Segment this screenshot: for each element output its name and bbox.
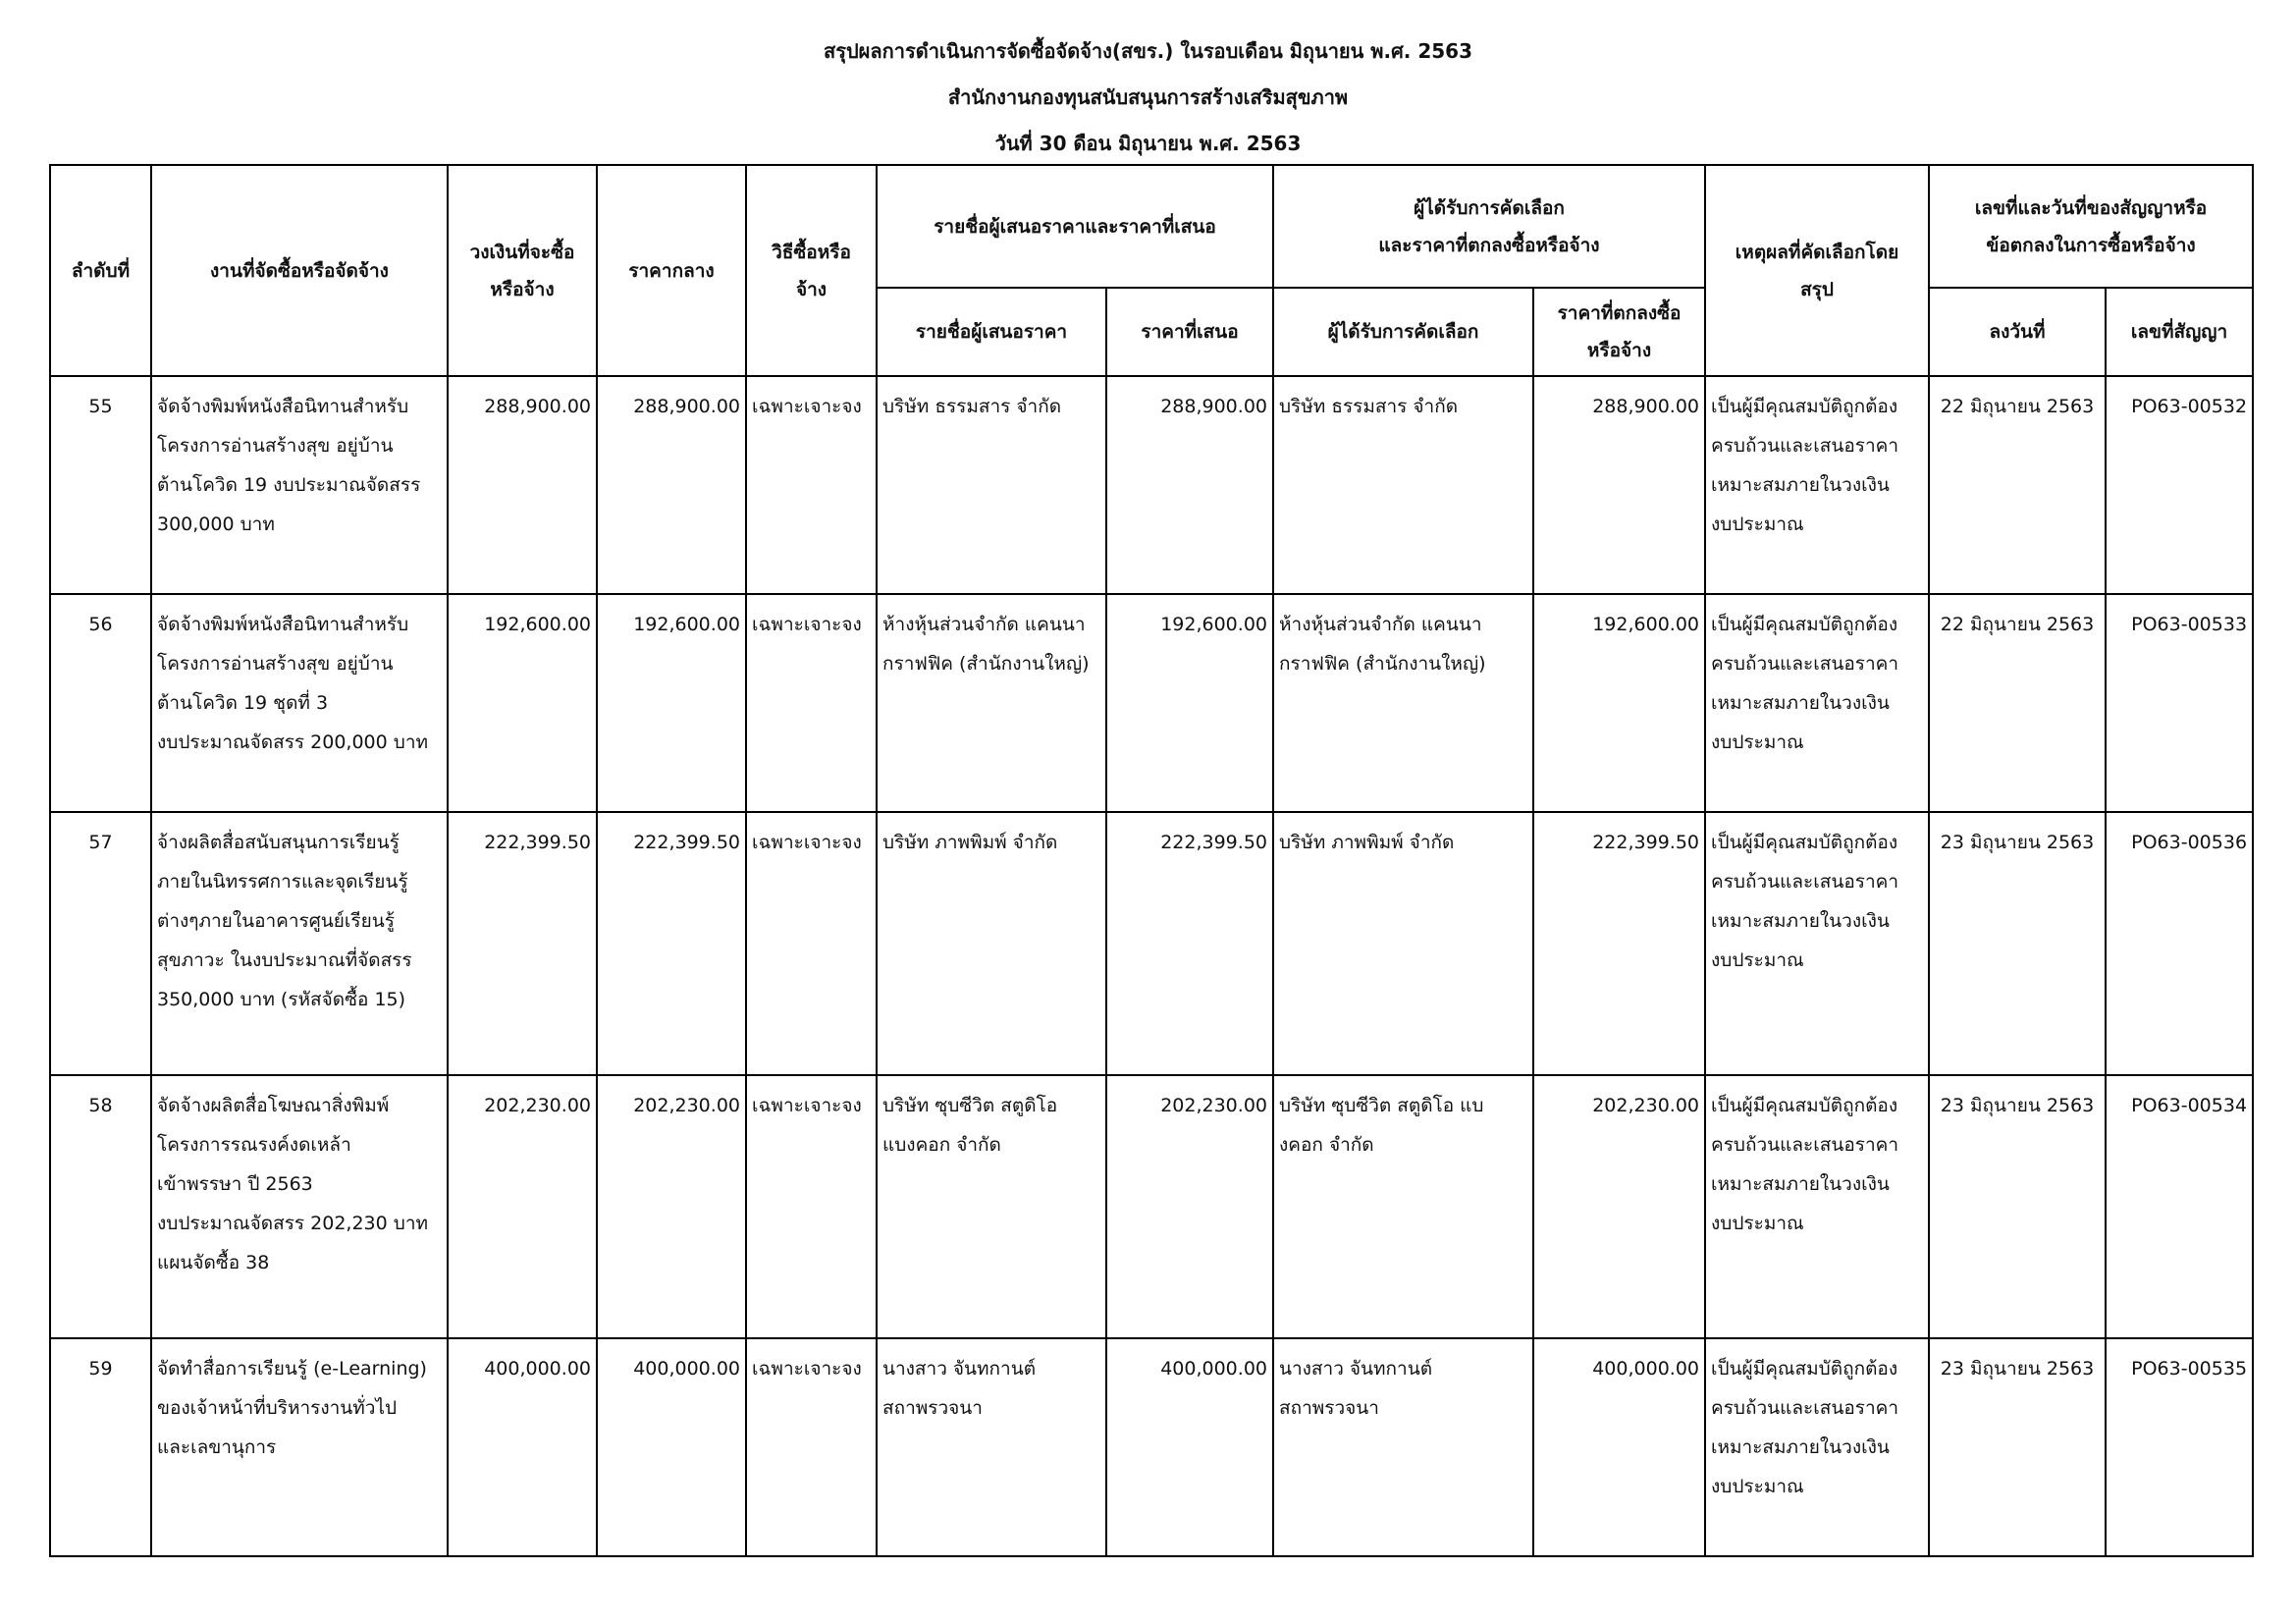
cell-contract-no: PO63-00532 [2106,376,2253,594]
cell-bidder-name: บริษัท ธรรมสาร จำกัด [877,376,1106,594]
cell-agreed-price: 400,000.00 [1533,1338,1705,1556]
col-header-winner-group: ผู้ได้รับการคัดเลือก และราคาที่ตกลงซื้อหรือจ้าง [1273,165,1705,288]
cell-no: 55 [50,376,151,594]
cell-agreed-price: 222,399.50 [1533,812,1705,1075]
cell-median: 288,900.00 [597,376,746,594]
cell-winner-name: บริษัท ธรรมสาร จำกัด [1273,376,1533,594]
agency-name: สำนักงานกองทุนสนับสนุนการสร้างเสริมสุขภาพ [947,85,1349,109]
cell-bidder-name: บริษัท ซุบซีวิต สตูดิโอ แบงคอก จำกัด [877,1075,1106,1338]
cell-method: เฉพาะเจาะจง [746,812,877,1075]
cell-bidder-name: บริษัท ภาพพิมพ์ จำกัด [877,812,1106,1075]
col-header-contract-group: เลขที่และวันที่ของสัญญาหรือ ข้อตกลงในการซื้อหรือจ้าง [1929,165,2253,288]
cell-contract-no: PO63-00534 [2106,1075,2253,1338]
cell-no: 56 [50,594,151,812]
cell-median: 222,399.50 [597,812,746,1075]
cell-reason: เป็นผู้มีคุณสมบัติถูกต้อง ครบถ้วนและเสนอราคา เหมาะสมภายในวงเงิน งบประมาณ [1705,812,1929,1075]
cell-no: 59 [50,1338,151,1556]
cell-reason: เป็นผู้มีคุณสมบัติถูกต้อง ครบถ้วนและเสนอราคา เหมาะสมภายในวงเงิน งบประมาณ [1705,1338,1929,1556]
report-title: สรุปผลการดำเนินการจัดซื้อจัดจ้าง(สขร.) ในรอบเดือน มิถุนายน พ.ศ. 2563 [824,39,1472,63]
cell-winner-name: นางสาว จันทกานต์ สถาพรวจนา [1273,1338,1533,1556]
cell-contract-no: PO63-00533 [2106,594,2253,812]
cell-median: 400,000.00 [597,1338,746,1556]
cell-agreed-price: 288,900.00 [1533,376,1705,594]
cell-budget: 222,399.50 [448,812,597,1075]
cell-contract-date: 22 มิถุนายน 2563 [1929,376,2106,594]
cell-median: 202,230.00 [597,1075,746,1338]
cell-bidder-name: ห้างหุ้นส่วนจำกัด แคนนา กราฟฟิค (สำนักงานใหญ่) [877,594,1106,812]
cell-bid-price: 288,900.00 [1106,376,1273,594]
cell-work: จัดจ้างผลิตสื่อโฆษณาสิ่งพิมพ์ โครงการรณรงค์งดเหล้า เข้าพรรษา ปี 2563 งบประมาณจัดสรร 202,230 บาท แผนจัดซื้อ 38 [151,1075,448,1338]
cell-median: 192,600.00 [597,594,746,812]
cell-work: จัดจ้างพิมพ์หนังสือนิทานสำหรับ โครงการอ่านสร้างสุข อยู่บ้าน ต้านโควิด 19 งบประมาณจัดสรร 300,000 บาท [151,376,448,594]
col-header-method: วิธีซื้อหรือ จ้าง [746,165,877,376]
col-header-bidders-group: รายชื่อผู้เสนอราคาและราคาที่เสนอ [877,165,1273,288]
cell-contract-date: 22 มิถุนายน 2563 [1929,594,2106,812]
cell-method: เฉพาะเจาะจง [746,1338,877,1556]
cell-reason: เป็นผู้มีคุณสมบัติถูกต้อง ครบถ้วนและเสนอราคา เหมาะสมภายในวงเงิน งบประมาณ [1705,1075,1929,1338]
cell-winner-name: ห้างหุ้นส่วนจำกัด แคนนา กราฟฟิค (สำนักงานใหญ่) [1273,594,1533,812]
cell-work: จัดทำสื่อการเรียนรู้ (e-Learning) ของเจ้าหน้าที่บริหารงานทั่วไป และเลขานุการ [151,1338,448,1556]
col-header-winner-name: ผู้ได้รับการคัดเลือก [1273,288,1533,376]
cell-budget: 288,900.00 [448,376,597,594]
col-header-bidder-name: รายชื่อผู้เสนอราคา [877,288,1106,376]
cell-agreed-price: 192,600.00 [1533,594,1705,812]
cell-work: จัดจ้างพิมพ์หนังสือนิทานสำหรับ โครงการอ่านสร้างสุข อยู่บ้าน ต้านโควิด 19 ชุดที่ 3 งบประมาณจัดสรร 200,000 บาท [151,594,448,812]
col-header-contract-date: ลงวันที่ [1929,288,2106,376]
cell-no: 57 [50,812,151,1075]
col-header-agreed-price: ราคาที่ตกลงซื้อ หรือจ้าง [1533,288,1705,376]
cell-work: จ้างผลิตสื่อสนับสนุนการเรียนรู้ ภายในนิทรรศการและจุดเรียนรู้ ต่างๆภายในอาคารศูนย์เรียนรู้ สุขภาวะ ในงบประมาณที่จัดสรร 350,000 บาท (รหัสจัดซื้อ 15) [151,812,448,1075]
procurement-table [49,164,2254,1557]
cell-method: เฉพาะเจาะจง [746,594,877,812]
table-row [50,1338,2253,1556]
cell-reason: เป็นผู้มีคุณสมบัติถูกต้อง ครบถ้วนและเสนอราคา เหมาะสมภายในวงเงิน งบประมาณ [1705,594,1929,812]
report-date: วันที่ 30 ดือน มิถุนายน พ.ศ. 2563 [994,132,1302,155]
col-header-reason: เหตุผลที่คัดเลือกโดย สรุป [1705,165,1929,376]
table-row [50,1075,2253,1338]
cell-agreed-price: 202,230.00 [1533,1075,1705,1338]
table-row [50,594,2253,812]
col-header-median: ราคากลาง [597,165,746,376]
cell-budget: 400,000.00 [448,1338,597,1556]
table-row [50,812,2253,1075]
col-header-work: งานที่จัดซื้อหรือจัดจ้าง [151,165,448,376]
cell-winner-name: บริษัท ภาพพิมพ์ จำกัด [1273,812,1533,1075]
cell-contract-date: 23 มิถุนายน 2563 [1929,1075,2106,1338]
cell-no: 58 [50,1075,151,1338]
cell-bid-price: 202,230.00 [1106,1075,1273,1338]
cell-contract-no: PO63-00536 [2106,812,2253,1075]
col-header-contract-no: เลขที่สัญญา [2106,288,2253,376]
cell-reason: เป็นผู้มีคุณสมบัติถูกต้อง ครบถ้วนและเสนอราคา เหมาะสมภายในวงเงิน งบประมาณ [1705,376,1929,594]
cell-bid-price: 192,600.00 [1106,594,1273,812]
cell-contract-date: 23 มิถุนายน 2563 [1929,1338,2106,1556]
cell-method: เฉพาะเจาะจง [746,376,877,594]
cell-winner-name: บริษัท ซุบซีวิต สตูดิโอ แบ งคอก จำกัด [1273,1075,1533,1338]
header-row-1 [50,165,2253,288]
col-header-bid-price: ราคาที่เสนอ [1106,288,1273,376]
cell-budget: 192,600.00 [448,594,597,812]
col-header-budget: วงเงินที่จะซื้อ หรือจ้าง [448,165,597,376]
col-header-no: ลำดับที่ [50,165,151,376]
cell-bidder-name: นางสาว จันทกานต์ สถาพรวจนา [877,1338,1106,1556]
cell-bid-price: 400,000.00 [1106,1338,1273,1556]
cell-contract-no: PO63-00535 [2106,1338,2253,1556]
table-row [50,376,2253,594]
cell-contract-date: 23 มิถุนายน 2563 [1929,812,2106,1075]
cell-method: เฉพาะเจาะจง [746,1075,877,1338]
cell-budget: 202,230.00 [448,1075,597,1338]
cell-bid-price: 222,399.50 [1106,812,1273,1075]
